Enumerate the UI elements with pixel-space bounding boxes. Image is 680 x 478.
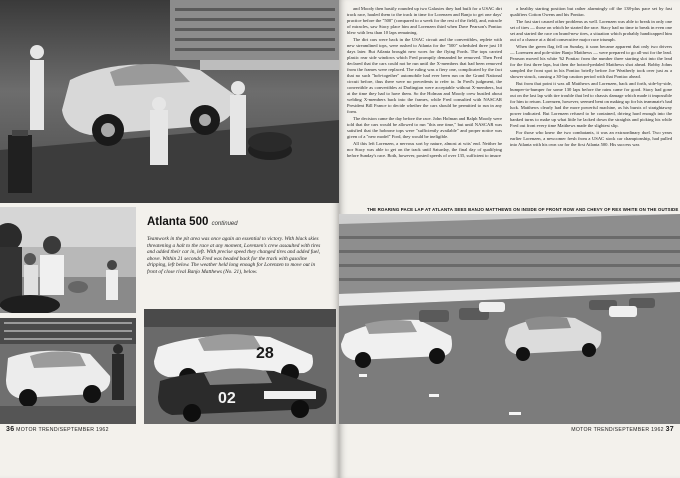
continued-label: continued xyxy=(211,221,238,227)
left-folio-label: MOTOR TREND/SEPTEMBER 1962 xyxy=(16,427,109,433)
left-page-number: 36 xyxy=(6,426,15,433)
column-2-paragraph: When the green flag fell on Sunday, it soon became apparent that only two drivers — Lorenzen and pole-sitter Banjo Matthews — were prepared to go all-out for the lead. Pearson moved his white '62 Pontiac from the number three starting slot into the lead for the first three laps, but then the hotrod-pedaled Matthews shot ahead. Bobby Johns sampled the front spot in his Pontiac briefly before Joe Weatherly took over just as a shower struck, causing a 30-lap caution period with that Pontiac ahead. xyxy=(510,44,672,79)
right-page xyxy=(339,0,680,478)
column-2-paragraph: a healthy starting position but rather alarmingly off the 138-plus pace set by fast qualifiers Cotton Owens and his Pontiac. xyxy=(510,6,672,17)
left-page xyxy=(0,0,339,478)
column-1-paragraph: The dirt cars were back in the USAC circuit and the convertibles, replete with new streamlined tops, were rushed to Atlanta for the "500" scheduled three just 10 days later. But Atlanta brought new woes for the flying Fords. The tops carried plastic rear side windows which Fred promptly demanded be removed. Then Fred declared that the cars could not be run until the X-members that had been removed from the frames were replaced. The ruling was a fiery one, complicated by the fact that no such "hob-together" automobile had ever been run on the Grand National circuit before, thus there were no precedents to refer to. In Fred's judgment, the convertible as convertibles at Darlington were acceptable without X-members, but at the time they had to have them. So the Holman and Moody crew bustled about welding X-members back into the frames, while Fred consulted with NASCAR President Bill France to decide whether the cars should be permitted to run in any form. xyxy=(347,37,502,114)
column-2-paragraph: For those who knew the two combatants, it was an extraordinary duel. Two years earlier Lorenzen, a newcomer fresh from a USAC stock car championship, had pulled into Atlanta with his own car for the first Atlanta 500. His success was xyxy=(510,130,672,147)
column-1-paragraph: The decision came the day before the race. John Holman and Ralph Moody were told that the cars would be allowed to run "this one time," but until NASCAR was satisfied that the hobrone tops were "sufficiently available" and proper notice was given of a "new model" Ford, they would be ineligible. xyxy=(347,116,502,139)
sidebar-title xyxy=(147,216,238,228)
white-car-pit-photo xyxy=(0,318,136,424)
article-column-1 xyxy=(347,6,502,204)
pit-stop-photo xyxy=(0,0,339,203)
right-page-number: 37 xyxy=(665,426,674,433)
car-number-28: 28 xyxy=(256,345,274,362)
photo-caption: THE ROARING PACE LAP AT ATLANTA SEES BANJO MATTHEWS ON INSIDE OF FRONT ROW AND CHEVY OF REX WHITE ON THE OUTSIDE xyxy=(367,207,679,212)
column-1-paragraph: All this left Lorenzen, a nervous sort by nature, almost at wits' end. Neither he nor Stacy was able to get on the track until Saturday, the final day of qualifying before Sunday's race. Both, however, posted speeds of over 135, sufficient to insure xyxy=(347,141,502,158)
column-1-paragraph: and Moody then hastily rounded up two Galaxies they had built for a USAC dirt track race, hauled them to the track in time for Lorenzen and Banjo to get one days' practice before the "500" (compared to a week for the rest of the field), and, miracle of miracles, saw Stacy place him and Lorenzen third when Dave Pearson's Pontiac blew with less than 10 laps remaining. xyxy=(347,6,502,35)
sidebar-title-text: Atlanta 500 xyxy=(147,216,209,228)
racing-cars-photo xyxy=(144,309,336,424)
sidebar-body: Teamwork in the pit area was once again an essential to victory. With black skies threatening a halt to the race at any moment, Lorenzen's crew assaulted with tires and added their car in, left. With precise speed they changed tires and added fuel, above. Within 21 seconds Fred was headed back for the track with gasoline dripping, left below. The weather held long enough for Lorenzen to move out in front of close rival Banjo Matthews (No. 21), below. xyxy=(147,236,321,275)
right-folio xyxy=(571,426,674,433)
left-folio xyxy=(6,426,109,433)
right-folio-label: MOTOR TREND/SEPTEMBER 1962 xyxy=(571,427,664,433)
crew-photo xyxy=(0,207,136,313)
pace-lap-photo xyxy=(339,214,680,424)
article-column-2 xyxy=(510,6,672,204)
column-2-paragraph: But from that point it was all Matthews and Lorenzen, back and forth, side-by-side, bumper-to-bumper for some 130 laps before the rains came for good. Stacy had gone out on the last lap with tire trouble that led to chassis damage which made it impossible for him to return. Lorenzen, however, seemed bent on making up for his teammate's bad luck. Matthews clearly had the more powerful machine, as his bursts of straightaway power indicated. But Lorenzen refused to be contained, driving hard enough into the banked turns to make up what little he lacked down the straights and picking his while Fred out front every time Matthews made the slightest slip. xyxy=(510,81,672,128)
column-2-paragraph: The fast start caused other problems as well. Lorenzen was able to break in only one set of tires — those on which he started the race. Stacy had no time to break in even one set and started the race on brand-new tires, a situation which probably handicapped him out of a chance at a third consecutive major race triumph. xyxy=(510,19,672,42)
car-number-02: 02 xyxy=(218,390,236,407)
